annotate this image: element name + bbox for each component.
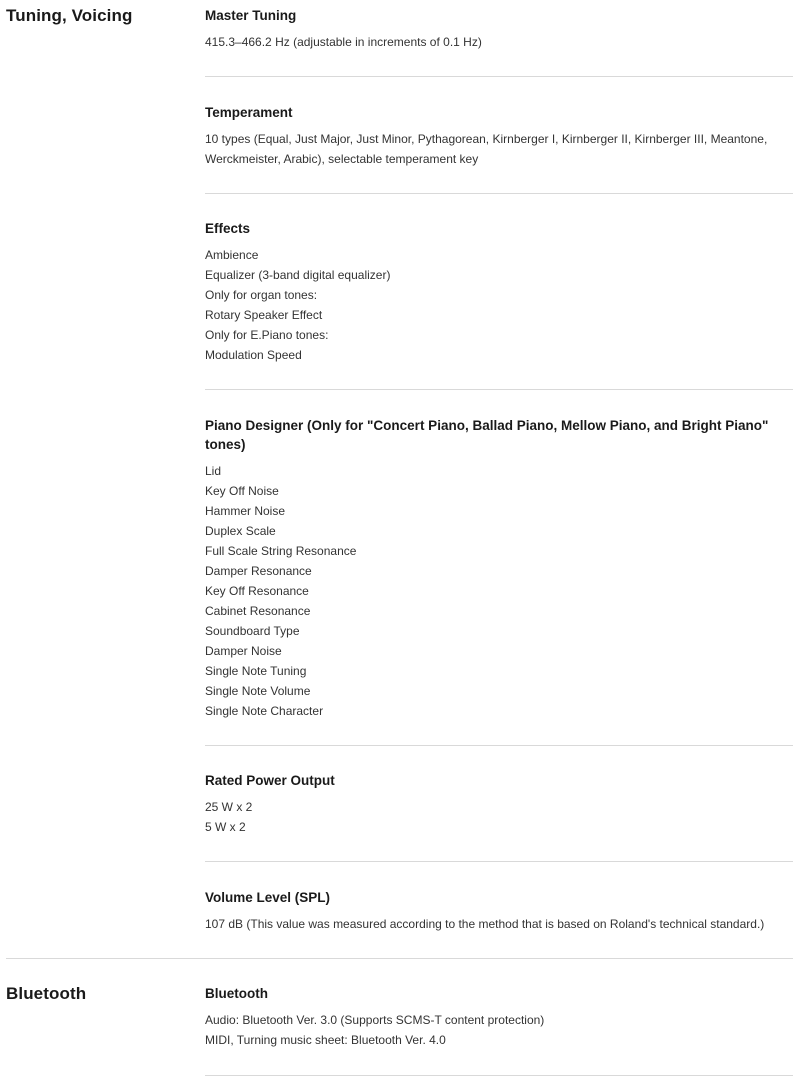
- spec-line: 415.3–466.2 Hz (adjustable in increments of 0.1 Hz): [205, 35, 482, 49]
- spec-line: Key Off Resonance: [205, 584, 309, 598]
- spec-bluetooth: [205, 984, 793, 1050]
- spec-line: Lid: [205, 464, 222, 478]
- spec-title: Temperament: [205, 105, 293, 120]
- spec-title: Rated Power Output: [205, 773, 335, 788]
- spec-line: Ambience: [205, 248, 259, 262]
- spec-line: Audio: Bluetooth Ver. 3.0 (Supports SCMS-T content protection): [205, 1013, 545, 1027]
- spec-line: Only for E.Piano tones:: [205, 328, 329, 342]
- spec-line: Soundboard Type: [205, 624, 300, 638]
- spec-line: 107 dB (This value was measured according to the method that is based on Roland's technical standard.): [205, 917, 765, 931]
- spec-line: Damper Resonance: [205, 564, 312, 578]
- spec-line: Hammer Noise: [205, 504, 286, 518]
- spec-line: 5 W x 2: [205, 820, 246, 834]
- spec-line: MIDI, Turning music sheet: Bluetooth Ver. 4.0: [205, 1033, 446, 1047]
- spec-line: Damper Noise: [205, 644, 282, 658]
- spec-value: [205, 129, 793, 169]
- spec-line: 25 W x 2: [205, 800, 253, 814]
- spec-title: Bluetooth: [205, 986, 268, 1001]
- spec-line: 10 types (Equal, Just Major, Just Minor, Pythagorean, Kirnberger I, Kirnberger II, Kirnberger III, Meantone, Werckmeister, Arabic), selectable temperament key: [205, 132, 768, 166]
- spec-divider: [205, 1075, 793, 1076]
- spec-divider: [205, 193, 793, 194]
- spec-line: Key Off Noise: [205, 484, 279, 498]
- spec-piano-designer: [205, 416, 793, 721]
- section-divider: [6, 958, 793, 959]
- spec-line: Rotary Speaker Effect: [205, 308, 323, 322]
- spec-line: Cabinet Resonance: [205, 604, 311, 618]
- spec-title: Volume Level (SPL): [205, 890, 331, 905]
- spec-divider: [205, 861, 793, 862]
- section-title: Bluetooth: [6, 984, 87, 1003]
- spec-line: Equalizer (3-band digital equalizer): [205, 268, 391, 282]
- spec-line: Modulation Speed: [205, 348, 302, 362]
- section-title: Tuning, Voicing: [6, 6, 133, 25]
- spec-line: Single Note Character: [205, 704, 324, 718]
- spec-effects: [205, 219, 793, 365]
- spec-line: Single Note Tuning: [205, 664, 307, 678]
- spec-line: Full Scale String Resonance: [205, 544, 357, 558]
- spec-title: Master Tuning: [205, 8, 297, 23]
- spec-divider: [205, 76, 793, 77]
- spec-title: Piano Designer (Only for "Concert Piano, Ballad Piano, Mellow Piano, and Bright Piano" tones): [205, 418, 769, 452]
- spec-line: Single Note Volume: [205, 684, 311, 698]
- spec-volume-level: [205, 888, 793, 934]
- spec-value: [205, 32, 793, 52]
- spec-value: [205, 461, 793, 721]
- spec-line: Only for organ tones:: [205, 288, 318, 302]
- spec-divider: [205, 389, 793, 390]
- spec-value: [205, 797, 793, 837]
- spec-value: [205, 245, 793, 365]
- spec-line: Duplex Scale: [205, 524, 276, 538]
- spec-value: [205, 914, 793, 934]
- spec-divider: [205, 745, 793, 746]
- spec-title: Effects: [205, 221, 251, 236]
- spec-rated-power-output: [205, 771, 793, 837]
- spec-temperament: [205, 103, 793, 169]
- spec-master-tuning: [205, 6, 793, 52]
- spec-value: [205, 1010, 793, 1050]
